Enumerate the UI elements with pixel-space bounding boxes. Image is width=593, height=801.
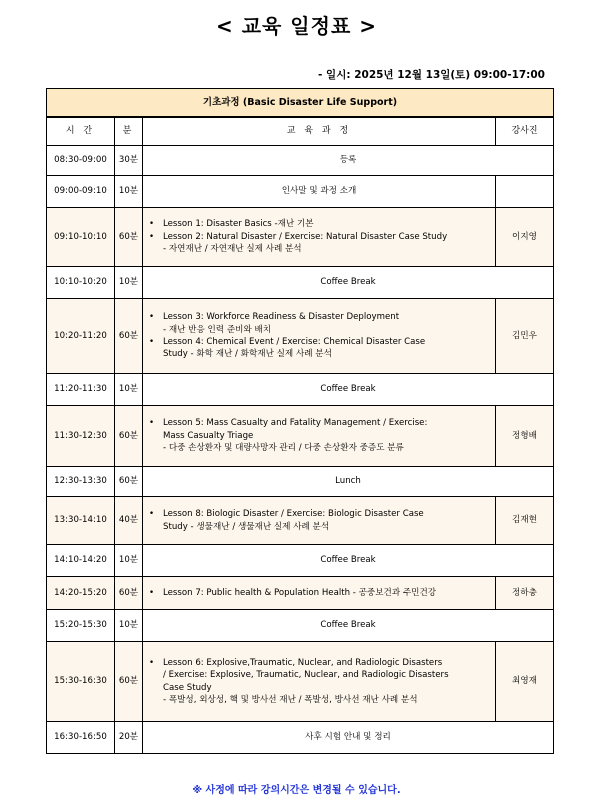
table-row (47, 642, 554, 722)
row-time: 10:20-11:20 (47, 299, 115, 374)
list-item: • Lesson 5: Mass Casualty and Fatality Management / Exercise: Mass Casualty Triage - 다중 손상환자 및 대량사망자 관리 / 다중 손상환자 중증도 분류 (149, 418, 428, 454)
list-item: • Lesson 2: Natural Disaster / Exercise: Natural Disaster Case Study - 자연재난 / 자연재난 실제 사례 분석 (149, 231, 448, 255)
row-time: 14:10-14:20 (47, 545, 115, 577)
row-content: 인사말 및 과정 소개 (143, 176, 496, 208)
row-time: 09:10-10:10 (47, 208, 115, 267)
row-minutes: 60분 (115, 208, 143, 267)
table-row (47, 497, 554, 545)
table-row (47, 208, 554, 267)
list-item: • Lesson 3: Workforce Readiness & Disaster Deployment - 재난 반응 인력 준비와 배치 (149, 312, 400, 335)
row-content: 등록 (143, 146, 554, 176)
row-minutes: 60분 (115, 406, 143, 467)
row-instructor: 김재현 (496, 497, 554, 545)
row-minutes: 10분 (115, 610, 143, 642)
list-item: • Lesson 7: Public health & Population Health - 공중보건과 주민건강 (149, 587, 437, 598)
table-row (47, 299, 554, 374)
row-minutes: 40분 (115, 497, 143, 545)
header-minutes: 분 (115, 117, 143, 146)
row-time: 15:30-16:30 (47, 642, 115, 722)
table-row (47, 406, 554, 467)
table-row (47, 467, 554, 497)
schedule-table (46, 88, 554, 754)
header-content: 교 육 과 정 (143, 117, 496, 146)
page-title: < 교육 일정표 > (215, 14, 377, 38)
header-time: 시 간 (47, 117, 115, 146)
table-row (47, 176, 554, 208)
row-instructor: 정하충 (496, 577, 554, 610)
row-content: Coffee Break (143, 267, 554, 299)
row-time: 11:30-12:30 (47, 406, 115, 467)
table-row (47, 374, 554, 406)
row-time: 13:30-14:10 (47, 497, 115, 545)
row-content (143, 577, 496, 610)
row-minutes: 30분 (115, 146, 143, 176)
row-time: 08:30-09:00 (47, 146, 115, 176)
list-item: • Lesson 4: Chemical Event / Exercise: Chemical Disaster Case Study - 화학 재난 / 화학재난 실제 사례 분석 (149, 337, 426, 360)
row-minutes: 60분 (115, 642, 143, 722)
list-item: • Lesson 1: Disaster Basics -재난 기본 (149, 219, 314, 230)
row-minutes: 10분 (115, 374, 143, 406)
row-time: 14:20-15:20 (47, 577, 115, 610)
footnote: ※ 사정에 따라 강의시간은 변경될 수 있습니다. (192, 785, 401, 796)
row-content (143, 299, 496, 374)
table-row (47, 545, 554, 577)
list-item: • Lesson 8: Biologic Disaster / Exercise: Biologic Disaster Case Study - 생물재난 / 생물재난 실제 사례 분석 (149, 509, 424, 532)
row-minutes: 60분 (115, 299, 143, 374)
row-content (143, 208, 496, 267)
row-content (143, 406, 496, 467)
list-item: • Lesson 6: Explosive,Traumatic, Nuclear, and Radiologic Disasters / Exercise: Explosive, Traumatic, Nuclear, and Radiologic Disasters Case Study - 폭발성, 외상성, 핵 및 방사선 재난 / 폭발성, 방사선 재난 사례 분석 (149, 657, 449, 705)
row-minutes: 10분 (115, 267, 143, 299)
row-content: Lunch (143, 467, 554, 497)
row-content: 사후 시험 안내 및 정리 (143, 722, 554, 754)
row-content: Coffee Break (143, 374, 554, 406)
row-content: Coffee Break (143, 545, 554, 577)
row-instructor: 이지영 (496, 208, 554, 267)
row-instructor: 정형배 (496, 406, 554, 467)
row-minutes: 60분 (115, 467, 143, 497)
table-row (47, 267, 554, 299)
row-instructor: 김민우 (496, 299, 554, 374)
row-minutes: 10분 (115, 545, 143, 577)
row-instructor (496, 176, 554, 208)
row-instructor: 최영재 (496, 642, 554, 722)
row-content (143, 497, 496, 545)
row-time: 11:20-11:30 (47, 374, 115, 406)
row-minutes: 10분 (115, 176, 143, 208)
row-time: 16:30-16:50 (47, 722, 115, 754)
row-time: 12:30-13:30 (47, 467, 115, 497)
date-line: - 일시: 2025년 12월 13일(토) 09:00-17:00 (318, 69, 545, 81)
table-row (47, 610, 554, 642)
header-instructor: 강사진 (496, 117, 554, 146)
row-content (143, 642, 496, 722)
table-row (47, 146, 554, 176)
course-title: 기초과정 (Basic Disaster Life Support) (47, 89, 554, 118)
row-minutes: 60분 (115, 577, 143, 610)
course-title-row (47, 89, 554, 118)
table-row (47, 722, 554, 754)
row-time: 09:00-09:10 (47, 176, 115, 208)
row-content: Coffee Break (143, 610, 554, 642)
row-time: 15:20-15:30 (47, 610, 115, 642)
row-minutes: 20분 (115, 722, 143, 754)
header-row (47, 117, 554, 146)
table-row (47, 577, 554, 610)
row-time: 10:10-10:20 (47, 267, 115, 299)
